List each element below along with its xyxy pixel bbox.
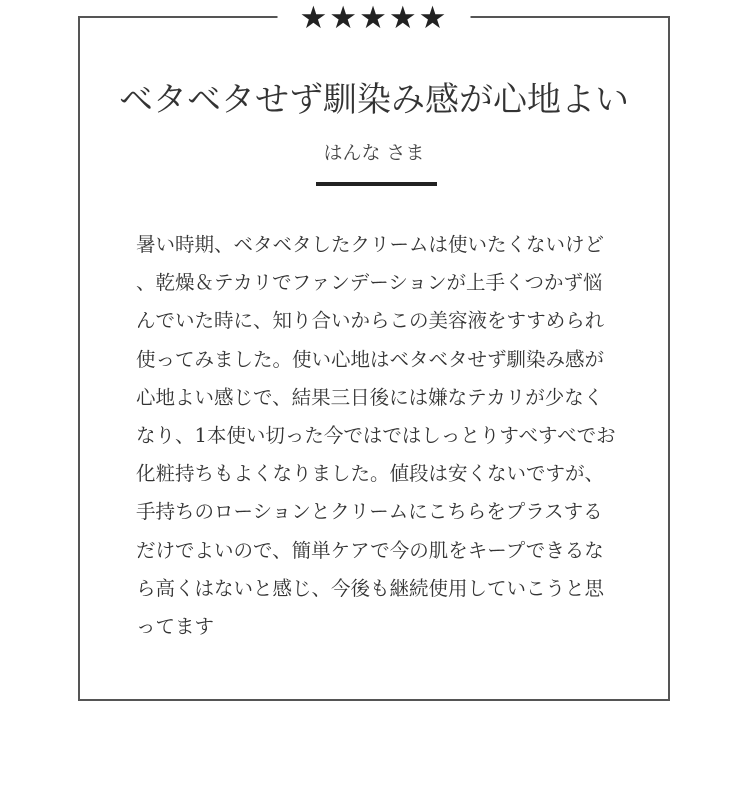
title-divider (316, 182, 437, 186)
review-card (78, 0, 670, 701)
review-title: ベタベタせず馴染み感が心地よい (119, 80, 629, 120)
review-author: はんな さま (323, 142, 425, 164)
star-rating: ★★★★★ (278, 1, 471, 35)
review-body: 暑い時期、ベタベタしたクリームは使いたくないけど、乾燥＆テカリでファンデーションが上手くつかず悩んでいた時に、知り合いからこの美容液をすすめられ使ってみました。使い心地はベタベタせず馴染み感が心地よい感じで、結果三日後には嫌なテカリが少なくなり、1本使い切った今ではではしっとりすべすべでお化粧持ちもよくなりました。値段は安くないですが、手持ちのローションとクリームにこちらをプラスするだけでよいので、簡単ケアで今の肌をキープできるなら高くはないと感じ、今後も継続使用していこうと思ってます (136, 233, 616, 639)
